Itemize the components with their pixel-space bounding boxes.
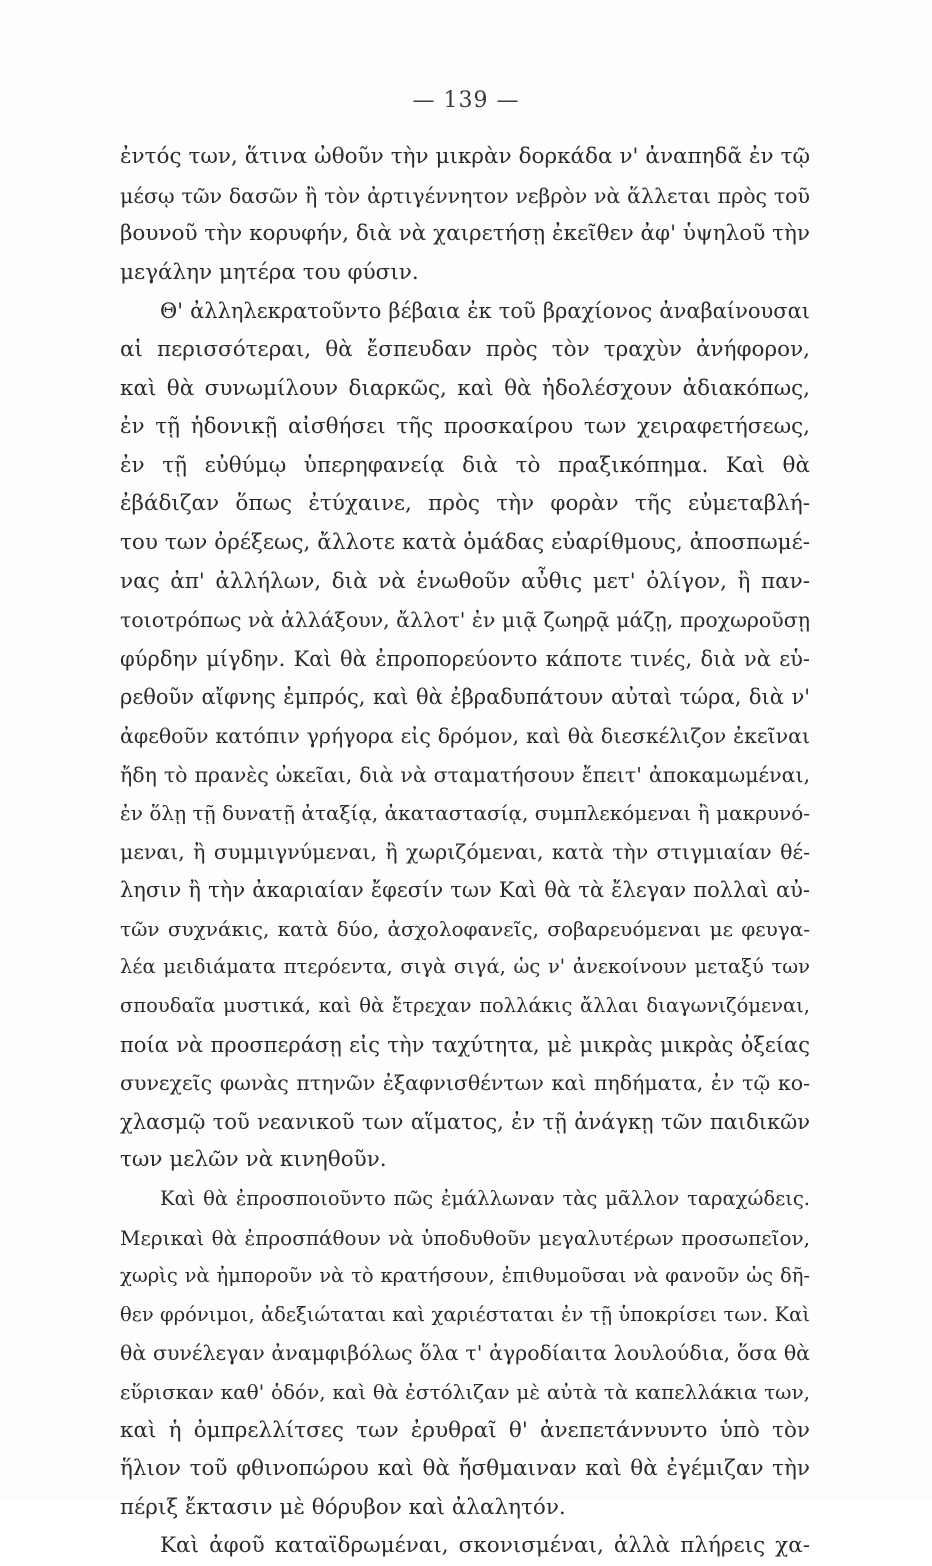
text-line: θὰ συνέλεγαν ἀναμφιβόλως ὅλα τ' ἀγροδίαιτα λουλούδια, ὅσα θὰ (120, 1341, 810, 1366)
page-number: — 139 — (412, 88, 520, 113)
text-line: πέριξ ἔκτασιν μὲ θόρυβον καὶ ἀλαλητόν. (120, 1494, 566, 1520)
text-line: ρεθοῦν αἴφνης ἐμπρός, καὶ θὰ ἐβραδυπάτουν αὐταὶ τώρα, διὰ ν' (120, 685, 810, 710)
text-line: λησιν ἢ τὴν ἀκαριαίαν ἔφεσίν των Καὶ θὰ τὰ ἔλεγαν πολλαὶ αὐ- (120, 878, 810, 903)
text-line: ἤδη τὸ πρανὲς ὠκεῖαι, διὰ νὰ σταματήσουν ἔπειτ' ἀποκαμωμέναι, (120, 762, 810, 787)
body-text (120, 138, 810, 1566)
text-line: ἐβάδιζαν ὅπως ἐτύχαινε, πρὸς τὴν φορὰν τῆς εὐμεταβλή- (120, 491, 810, 517)
text-line: νας ἀπ' ἀλλήλων, διὰ νὰ ἑνωθοῦν αὖθις μετ' ὀλίγον, ἢ παν- (120, 568, 810, 594)
text-line: Θ' ἀλληλεκρατοῦντο βέβαια ἐκ τοῦ βραχίονος ἀναβαίνουσαι (160, 299, 810, 324)
text-line: καὶ θὰ συνωμίλουν διαρκῶς, καὶ θὰ ἠδολέσχουν ἀδιακόπως, (120, 375, 810, 401)
text-line: ἐν τῇ ἡδονικῇ αἰσθήσει τῆς προσκαίρου των χειραφετήσεως, (120, 414, 810, 440)
text-line: του των ὀρέξεως, ἄλλοτε κατὰ ὁμάδας εὐαρίθμους, ἀποσπωμέ- (120, 529, 810, 555)
text-line: σπουδαῖα μυστικά, καὶ θὰ ἔτρεχαν πολλάκις ἄλλαι διαγωνιζόμεναι, (120, 994, 810, 1018)
text-line: ἀφεθοῦν κατόπιν γρήγορα εἰς δρόμον, καὶ θὰ διεσκέλιζον ἐκεῖναι (120, 723, 810, 748)
text-line: Καὶ ἀφοῦ καταϊδρωμέναι, σκονισμέναι, ἀλλὰ πλήρεις χα- (160, 1533, 810, 1559)
text-line: εὕρισκαν καθ' ὁδόν, καὶ θὰ ἐστόλιζαν μὲ αὐτὰ τὰ καπελλάκια των, (120, 1380, 810, 1404)
text-line: αἱ περισσότεραι, θὰ ἔσπευδαν πρὸς τὸν τραχὺν ἀνήφορον, (120, 336, 810, 362)
text-line: τῶν συχνάκις, κατὰ δύο, ἀσχολοφανεῖς, σοβαρευόμεναι με φευγα- (120, 916, 810, 941)
text-line: χλασμῷ τοῦ νεανικοῦ των αἵματος, ἐν τῇ ἀνάγκῃ τῶν παιδικῶν (120, 1109, 810, 1134)
text-line: μεναι, ἢ συμμιγνύμεναι, ἢ χωριζόμεναι, κατὰ τὴν στιγμιαίαν θέ- (120, 839, 810, 864)
text-line: των μελῶν νὰ κινηθοῦν. (120, 1147, 387, 1173)
text-line: τοιοτρόπως νὰ ἀλλάξουν, ἄλλοτ' ἐν μιᾷ ζωηρᾷ μάζῃ, προχωροῦσῃ (120, 608, 810, 633)
text-line: χωρὶς νὰ ἠμποροῦν νὰ τὸ κρατήσουν, ἐπιθυμοῦσαι νὰ φανοῦν ὡς δῆ- (120, 1264, 810, 1288)
text-line: λέα μειδιάματα πτερόεντα, σιγὰ σιγά, ὡς ν' ἀνεκοίνουν μεταξύ των (120, 955, 810, 979)
text-line: ποία νὰ προσπεράσῃ εἰς τὴν ταχύτητα, μὲ μικρὰς μικρὰς ὀξείας (120, 1032, 810, 1057)
text-line: ἐν ὅλῃ τῇ δυνατῇ ἀταξίᾳ, ἀκαταστασίᾳ, συμπλεκόμεναι ἢ μακρυνό- (120, 801, 810, 826)
text-line: Καὶ θὰ ἐπροσποιοῦντο πῶς ἐμάλλωναν τὰς μᾶλλον ταραχώδεις. (160, 1187, 810, 1211)
text-line: καὶ ἡ ὀμπρελλίτσες των ἐρυθραῖ θ' ἀνεπετάννυντο ὑπὸ τὸν (120, 1417, 810, 1443)
text-line: συνεχεῖς φωνὰς πτηνῶν ἐξαφνισθέντων καὶ πηδήματα, ἐν τῷ κο- (120, 1071, 810, 1096)
text-line: Μερικαὶ θὰ ἐπροσπάθουν νὰ ὑποδυθοῦν μεγαλυτέρων προσωπεῖον, (120, 1225, 810, 1250)
text-line: ἥλιον τοῦ φθινοπώρου καὶ θὰ ἤσθμαιναν καὶ θὰ ἐγέμιζαν τὴν (120, 1456, 810, 1482)
text-line: ἐντός των, ἅτινα ὠθοῦν τὴν μικρὰν δορκάδα ν' ἀναπηδᾶ ἐν τῷ (120, 144, 810, 169)
text-line: μεγάλην μητέρα του φύσιν. (120, 259, 419, 285)
text-line: φύρδην μίγδην. Καὶ θὰ ἐπροπορεύοντο κάποτε τινές, διὰ νὰ εὑ- (120, 646, 810, 671)
text-line: βουνοῦ τὴν κορυφήν, διὰ νὰ χαιρετήσῃ ἐκεῖθεν ἀφ' ὑψηλοῦ τὴν (120, 221, 810, 247)
text-line: μέσῳ τῶν δασῶν ἢ τὸν ἀρτιγέννητον νεβρὸν νὰ ἅλλεται πρὸς τοῦ (120, 183, 810, 208)
text-line: ἐν τῇ εὐθύμῳ ὑπερηφανείᾳ διὰ τὸ πραξικόπημα. Καὶ θὰ (120, 452, 810, 478)
text-line: θεν φρόνιμοι, ἀδεξιώταται καὶ χαριέσταται ἐν τῇ ὑποκρίσει των. Καὶ (120, 1302, 810, 1326)
